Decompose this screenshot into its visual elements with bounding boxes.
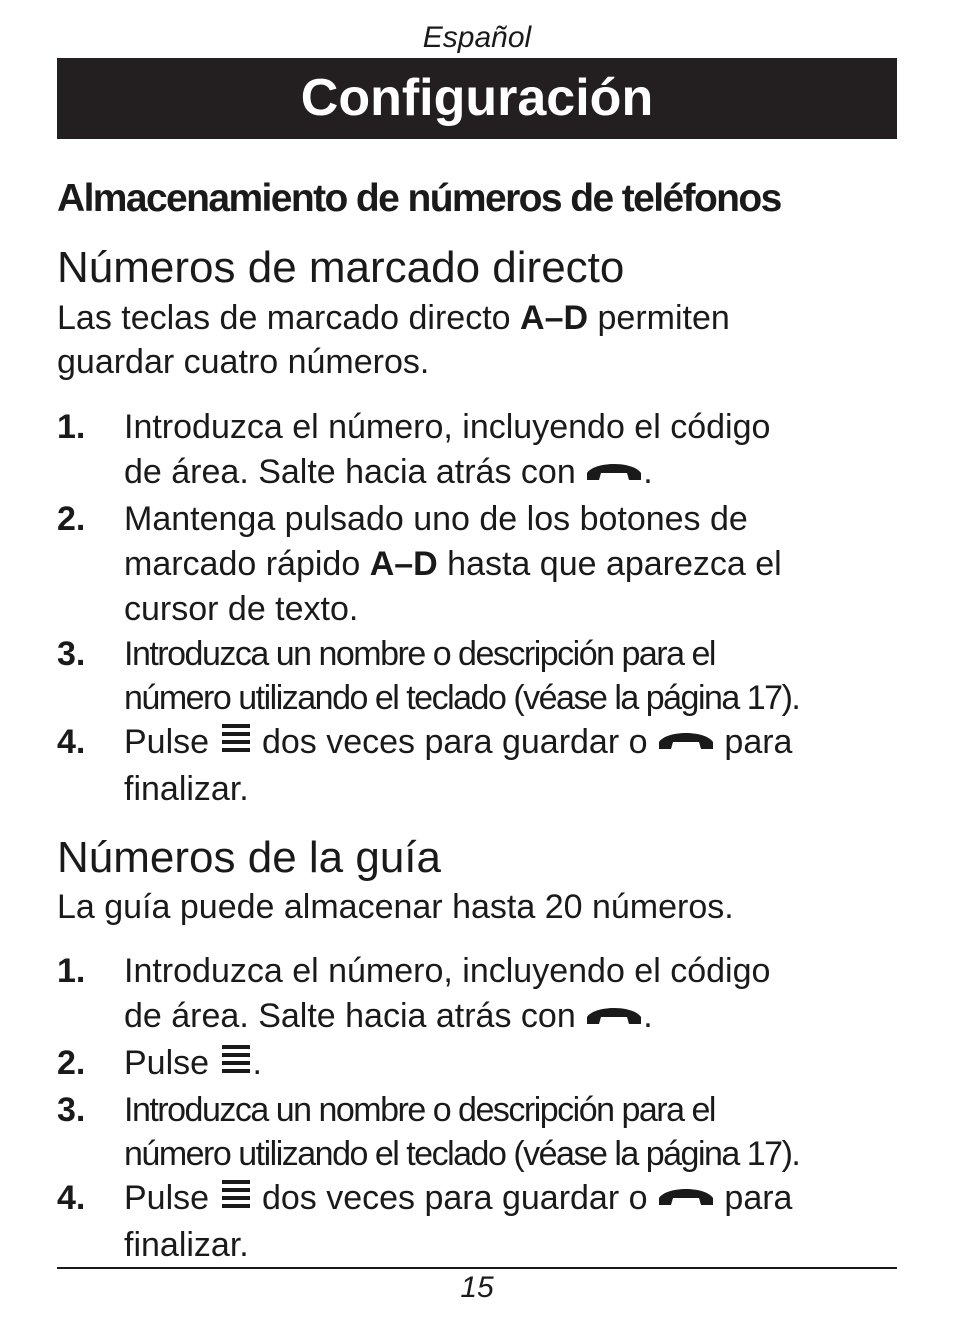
- list-item: [57, 1088, 897, 1176]
- step-number: 3.: [57, 1090, 86, 1129]
- step-number: 1.: [57, 952, 86, 990]
- intro-text-end: permiten: [588, 299, 730, 337]
- list-item: [57, 720, 897, 812]
- phone-handset-icon: [657, 1177, 715, 1222]
- step-text: cursor de texto.: [124, 589, 359, 628]
- step-text-end: .: [643, 453, 653, 491]
- menu-icon: [219, 1177, 253, 1223]
- direct-dial-heading: Números de marcado directo: [57, 243, 625, 292]
- step-text: para: [714, 1178, 793, 1217]
- intro-keys: A–D: [520, 299, 589, 337]
- step-text: Pulse: [124, 722, 219, 761]
- step-text: dos veces para guardar o: [252, 1178, 657, 1217]
- step-text: número utilizando el teclado (véase la página 17).: [124, 1134, 800, 1173]
- footer-divider: [57, 1267, 897, 1269]
- list-item: [57, 1041, 897, 1088]
- menu-icon: [219, 721, 253, 767]
- page-title: Configuración: [57, 58, 897, 139]
- step-text: Pulse: [124, 1178, 219, 1217]
- step-number: 2.: [57, 1043, 86, 1082]
- list-item: [57, 1176, 897, 1268]
- step-text: finalizar.: [124, 1225, 249, 1264]
- list-item: [57, 949, 897, 1041]
- phone-handset-icon: [657, 721, 715, 766]
- step-text: Mantenga pulsado uno de los botones de: [124, 499, 748, 538]
- step-text: número utilizando el teclado (véase la página 17).: [124, 678, 800, 717]
- phone-handset-icon: [585, 452, 643, 497]
- step-text: de área. Salte hacia atrás con: [124, 453, 586, 491]
- direct-dial-steps: [57, 405, 897, 812]
- step-number: 2.: [57, 499, 86, 538]
- step-number: 4.: [57, 722, 86, 761]
- direct-dial-intro: [57, 296, 897, 384]
- guide-intro: La guía puede almacenar hasta 20 números.: [57, 888, 734, 926]
- step-text: Introduzca un nombre o descripción para el: [124, 1090, 715, 1129]
- intro-text-line2: guardar cuatro números.: [57, 343, 430, 381]
- step-text: Introduzca el número, incluyendo el código: [124, 952, 771, 990]
- menu-icon: [219, 1042, 253, 1088]
- list-item: [57, 497, 897, 632]
- step-number: 3.: [57, 634, 86, 673]
- step-number: 1.: [57, 408, 86, 446]
- step-text: marcado rápido: [124, 544, 370, 583]
- step-text-end: .: [252, 1043, 262, 1082]
- step-text: hasta que aparezca el: [437, 544, 782, 583]
- step-text: Introduzca un nombre o descripción para el: [124, 634, 715, 673]
- list-item: [57, 632, 897, 720]
- section-heading: Almacenamiento de números de teléfonos: [57, 177, 781, 220]
- intro-text: Las teclas de marcado directo: [57, 299, 521, 337]
- step-number: 4.: [57, 1178, 86, 1217]
- step-text: finalizar.: [124, 769, 249, 808]
- step-text: de área. Salte hacia atrás con: [124, 997, 586, 1035]
- step-text: Pulse: [124, 1043, 219, 1082]
- language-label: Español: [422, 21, 532, 54]
- step-text: para: [714, 722, 793, 761]
- guide-steps: [57, 949, 897, 1268]
- step-text: dos veces para guardar o: [252, 722, 657, 761]
- step-text: Introduzca el número, incluyendo el código: [124, 408, 771, 446]
- list-item: [57, 405, 897, 497]
- page-number: 15: [460, 1271, 494, 1304]
- guide-heading: Números de la guía: [57, 833, 441, 882]
- phone-handset-icon: [585, 996, 643, 1041]
- step-keys: A–D: [369, 544, 438, 583]
- step-text-end: .: [643, 997, 653, 1035]
